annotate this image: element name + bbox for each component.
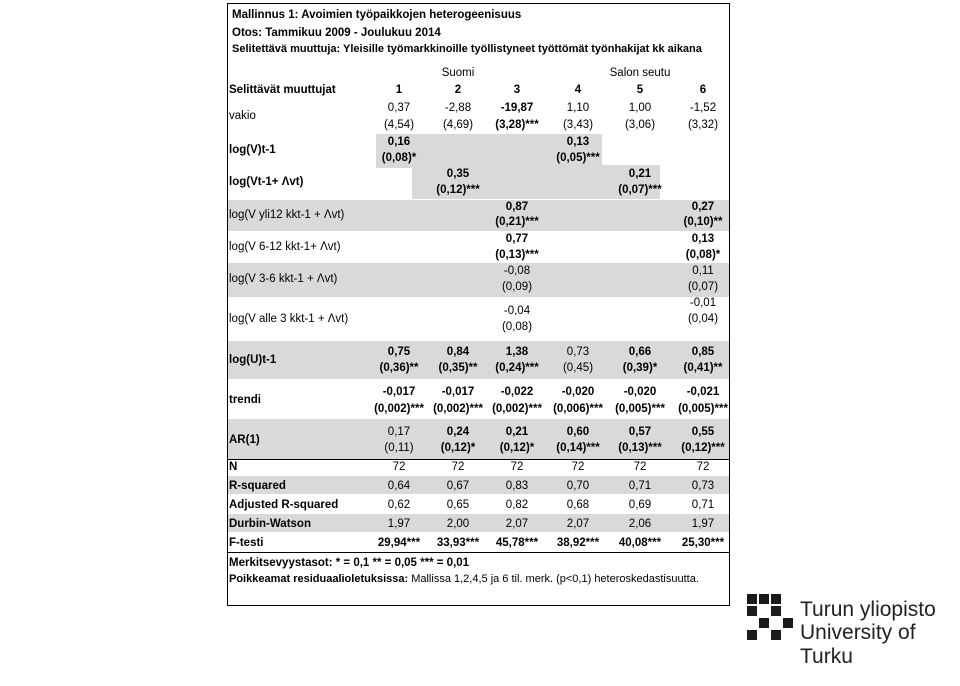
cell: (0,11) [384,442,414,454]
cell: (0,09) [501,281,533,293]
logo-text-english: University of Turku [800,621,916,668]
cell: 0,11 [692,265,714,277]
row-label-logvt: log(Vt-1+ Λvt) [229,176,304,188]
column-6: 6 [699,84,707,96]
cell: 0,13 [691,233,715,245]
cell: 40,08*** [618,537,662,549]
cell: (0,35)** [438,362,478,374]
cell: (4,54) [383,119,415,131]
shade-r2 [228,476,729,494]
cell: (0,002)*** [492,403,542,415]
cell: 0,68 [566,499,590,511]
cell: 0,73 [566,346,590,358]
cell: 0,77 [505,233,529,245]
cell: (0,36)** [379,362,419,374]
cell: (0,41)** [683,362,723,374]
cell: (0,10)** [683,216,723,228]
cell: -1,52 [689,102,717,114]
cell: 0,75 [387,346,411,358]
cell: 0,85 [691,346,715,358]
cell: 72 [510,461,524,473]
cell: (0,12)*** [436,184,480,196]
row-label-ar1: AR(1) [229,434,260,446]
cell: 0,64 [387,480,411,492]
column-2: 2 [454,84,462,96]
column-5: 5 [636,84,644,96]
cell: 0,82 [505,499,529,511]
cell: 2,00 [446,518,470,530]
cell: 1,97 [691,518,715,530]
cell: (0,21)*** [495,216,539,228]
stat-label-durbin-watson: Durbin-Watson [229,518,311,530]
cell: 29,94*** [377,537,421,549]
cell: 72 [633,461,647,473]
cell: (4,69) [442,119,474,131]
cell: 0,21 [505,426,529,438]
dependent-variable: Selitettävä muuttuja: Yleisille työmarkkinoille työllistyneet työttömät työnhakijat kk aikana [232,43,702,55]
cell: 0,66 [628,346,652,358]
stat-label-f-testi: F-testi [229,537,264,549]
sample-period: Otos: Tammikuu 2009 - Joulukuu 2014 [232,27,441,39]
cell: 0,24 [446,426,470,438]
cell: 0,57 [628,426,652,438]
stat-label-n: N [229,461,238,473]
column-4: 4 [574,84,582,96]
residual-note [229,572,699,586]
cell: 0,84 [446,346,470,358]
cell: 0,87 [505,201,529,213]
cell: (0,002)*** [374,403,424,415]
cell: (0,04) [687,313,719,325]
cell: (0,39)* [622,362,658,374]
cell: 0,73 [691,480,715,492]
cell: 45,78*** [495,537,539,549]
cell: -0,017 [441,386,475,398]
cell: (3,28)*** [495,119,539,131]
column-1: 1 [395,84,403,96]
cell: 0,67 [446,480,470,492]
university-logo-icon [745,590,795,646]
cell: (0,13)*** [495,249,539,261]
cell: -2,88 [444,102,472,114]
group-suomi: Suomi [441,67,475,79]
cell: 0,71 [628,480,652,492]
cell: -0,01 [689,297,717,309]
cell: (0,07) [687,281,719,293]
significance-note: Merkitsevyystasot: * = 0,1 ** = 0,05 *** = 0,01 [229,557,470,569]
cell: 2,07 [566,518,590,530]
cell: 33,93*** [436,537,480,549]
cell: (0,14)*** [556,442,600,454]
cell: 1,97 [387,518,411,530]
row-label-yli12: log(V yli12 kkt-1 + Λvt) [229,209,345,221]
column-label-header: Selittävät muuttujat [229,84,336,96]
cell: 0,16 [387,136,411,148]
table-title: Mallinnus 1: Avoimien työpaikkojen heterogeenisuus [232,9,522,21]
cell: 72 [451,461,465,473]
row-label-m36: log(V 3-6 kkt-1 + Λvt) [229,273,338,285]
logo-text-finnish: Turun yliopisto [800,598,936,621]
stat-label-r-squared: R-squared [229,480,286,492]
cell: 72 [392,461,406,473]
cell: 38,92*** [556,537,600,549]
cell: (3,32) [687,119,719,131]
cell: 0,70 [566,480,590,492]
cell: 1,10 [566,102,590,114]
group-salon-seutu: Salon seutu [609,67,671,79]
stat-label-adjusted-r-squared: Adjusted R-squared [229,499,339,511]
residual-note-label: Poikkeamat residuaalioletuksissa: [229,573,409,585]
cell: -0,020 [623,386,657,398]
cell: (0,12)* [440,442,476,454]
notes-rule [228,552,729,553]
cell: 72 [571,461,585,473]
cell: (0,24)*** [495,362,539,374]
cell: 0,83 [505,480,529,492]
cell: 0,37 [387,102,411,114]
cell: -0,021 [686,386,720,398]
cell: 0,21 [628,168,652,180]
row-label-logv: log(V)t-1 [229,144,276,156]
cell: 2,07 [505,518,529,530]
cell: -19,87 [500,102,534,114]
cell: (0,08) [501,321,533,333]
cell: 0,55 [691,426,715,438]
cell: 2,06 [628,518,652,530]
cell: 0,35 [446,168,470,180]
cell: 0,71 [691,499,715,511]
cell: -0,022 [500,386,534,398]
cell: 0,13 [566,136,590,148]
cell: (3,06) [624,119,656,131]
cell: (0,08)* [381,152,417,164]
column-3: 3 [513,84,521,96]
row-label-vakio: vakio [229,110,256,122]
cell: 0,27 [691,201,715,213]
cell: (0,006)*** [553,403,603,415]
residual-note-text: Mallissa 1,2,4,5 ja 6 til. merk. (p<0,1) heteroskedastisuutta. [408,573,699,585]
cell: (3,43) [562,119,594,131]
cell: -0,020 [561,386,595,398]
cell: -0,04 [503,305,531,317]
cell: (0,12)* [499,442,535,454]
cell: (0,005)*** [615,403,665,415]
cell: (0,002)*** [433,403,483,415]
cell: (0,07)*** [618,184,662,196]
cell: 1,38 [505,346,529,358]
row-label-alle3: log(V alle 3 kkt-1 + Λvt) [229,313,349,325]
cell: (0,05)*** [556,152,600,164]
cell: 0,65 [446,499,470,511]
cell: (0,005)*** [678,403,728,415]
row-label-logu: log(U)t-1 [229,354,277,366]
cell: -0,017 [382,386,416,398]
cell: 1,00 [628,102,652,114]
cell: (0,12)*** [681,442,725,454]
row-label-trendi: trendi [229,394,261,406]
cell: (0,08)* [685,249,721,261]
cell: 25,30*** [681,537,725,549]
cell: (0,13)*** [618,442,662,454]
cell: 0,17 [387,426,411,438]
cell: 0,69 [628,499,652,511]
row-label-m612: log(V 6-12 kkt-1+ Λvt) [229,241,341,253]
cell: 72 [696,461,710,473]
stats-rule [228,459,729,460]
cell: -0,08 [503,265,531,277]
cell: (0,45) [562,362,594,374]
cell: 0,60 [566,426,590,438]
cell: 0,62 [387,499,411,511]
